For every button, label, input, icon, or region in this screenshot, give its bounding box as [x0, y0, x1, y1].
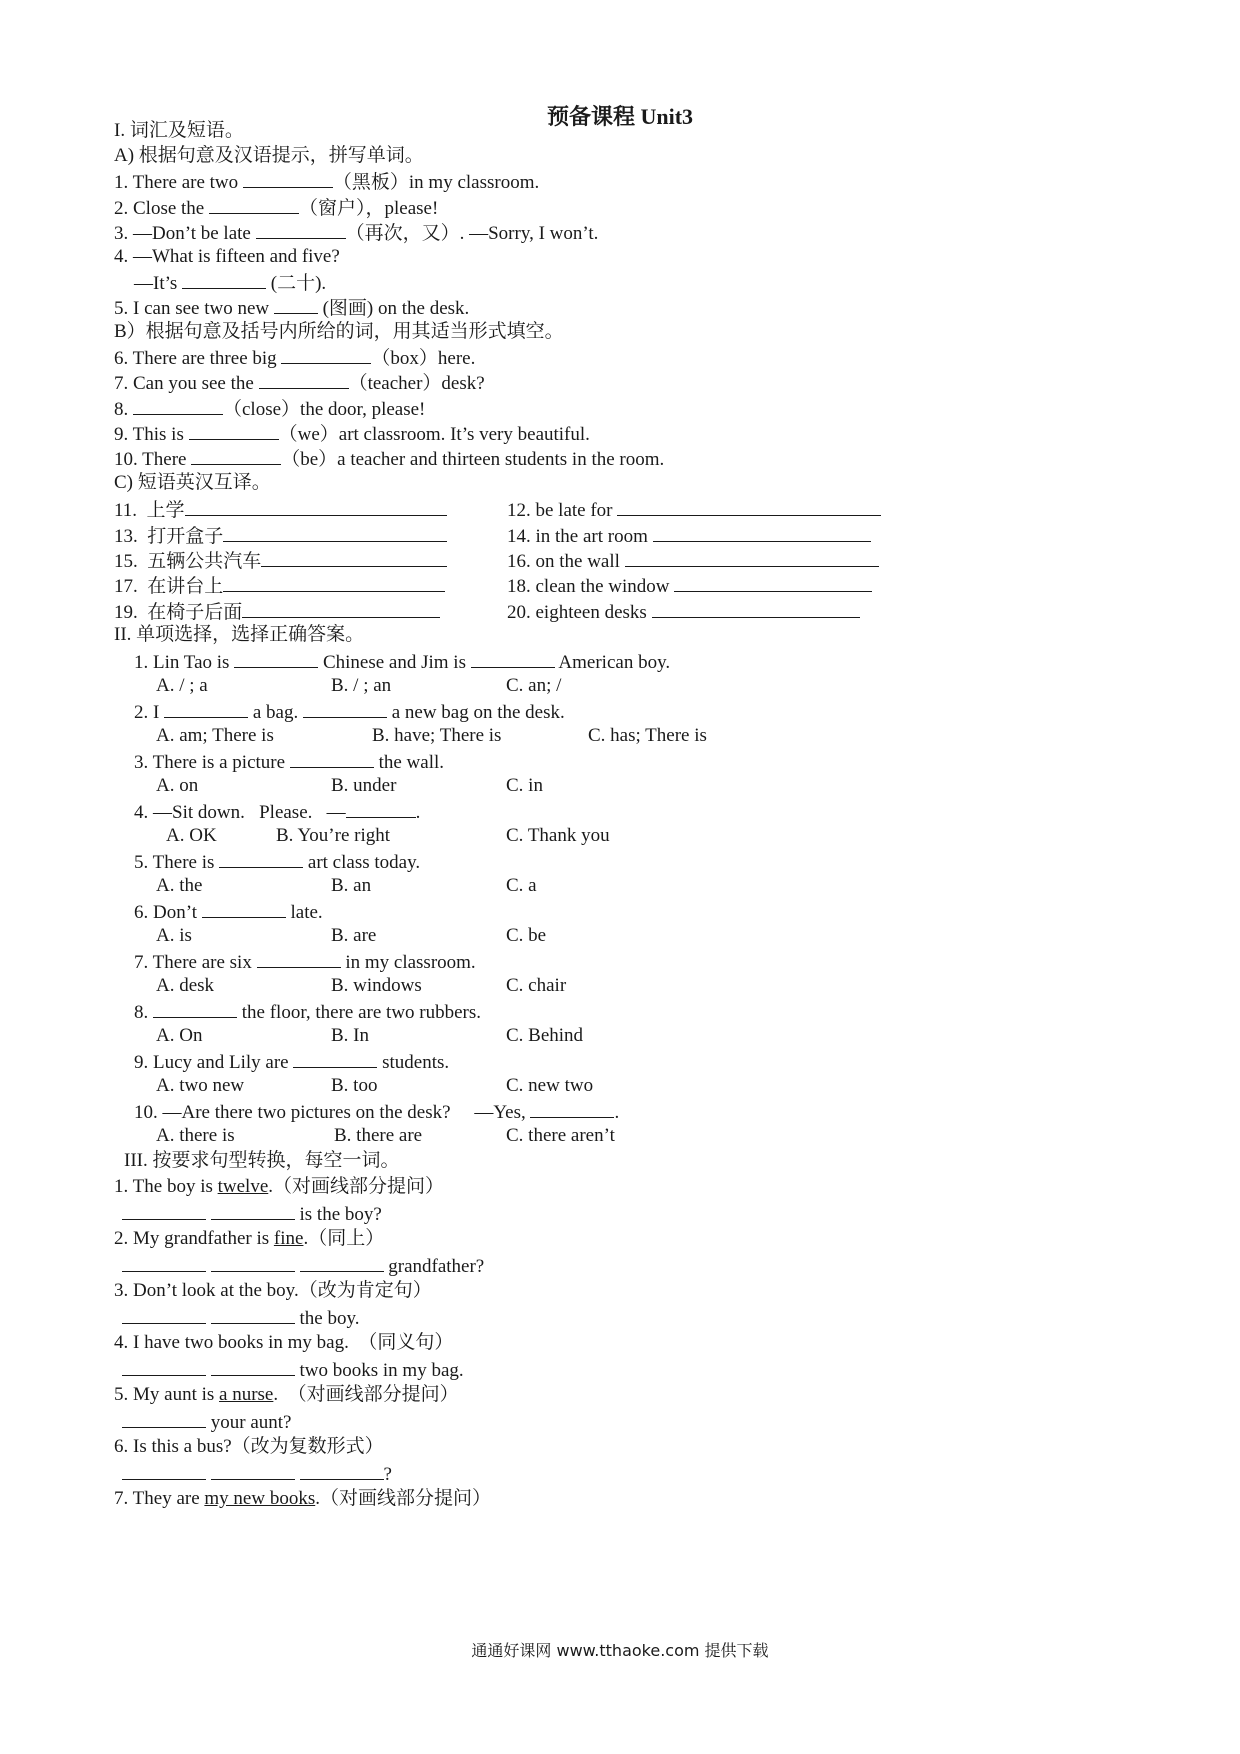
transform-answer-3: the boy.	[122, 1306, 359, 1330]
mc-question-6: 6. Don’t late.	[134, 902, 323, 923]
question-1-5: 5. I can see two new (图画) on the desk.	[114, 298, 470, 319]
page-footer: 通通好课网 www.tthaoke.com 提供下载	[471, 1641, 769, 1660]
mc-option-2a: A. am; There is	[156, 725, 274, 746]
answer-blank	[202, 900, 286, 918]
mc-option-6a: A. is	[156, 925, 192, 946]
mc-option-3c: C. in	[506, 775, 543, 796]
answer-blank	[653, 524, 871, 542]
phrase-17: 17. 在讲台上	[114, 574, 445, 598]
mc-question-1: 1. Lin Tao is Chinese and Jim is American boy.	[134, 652, 671, 673]
transform-answer-2: grandfather?	[122, 1254, 484, 1278]
mc-option-4b: B. You’re right	[276, 825, 391, 846]
page-title: 预备课程 Unit3	[546, 104, 694, 129]
mc-question-9: 9. Lucy and Lily are students.	[134, 1052, 450, 1073]
question-1-8: 8. （close）the door, please!	[114, 399, 426, 420]
mc-question-7: 7. There are six in my classroom.	[134, 952, 476, 973]
answer-blank	[300, 1462, 384, 1480]
mc-option-9b: B. too	[331, 1075, 378, 1096]
mc-option-10a: A. there is	[156, 1125, 235, 1146]
answer-blank	[256, 221, 346, 239]
section-1b-heading: B）根据句意及括号内所给的词，用其适当形式填空。	[114, 321, 564, 342]
mc-option-2c: C. has; There is	[588, 725, 707, 746]
answer-blank	[293, 1050, 377, 1068]
mc-question-5: 5. There is art class today.	[134, 852, 421, 873]
mc-option-6b: B. are	[331, 925, 377, 946]
phrase-18: 18. clean the window	[507, 574, 872, 598]
answer-blank	[122, 1306, 206, 1324]
mc-option-4c: C. Thank you	[506, 825, 610, 846]
phrase-13: 13. 打开盒子	[114, 524, 447, 548]
mc-option-9c: C. new two	[506, 1075, 594, 1096]
mc-option-1b: B. / ; an	[331, 675, 392, 696]
answer-blank	[182, 271, 266, 289]
section-1-heading: I. 词汇及短语。	[114, 120, 244, 141]
mc-option-3b: B. under	[331, 775, 397, 796]
answer-blank	[242, 600, 440, 618]
answer-blank	[243, 170, 333, 188]
answer-blank	[471, 650, 555, 668]
mc-option-8c: C. Behind	[506, 1025, 584, 1046]
transform-answer-5: your aunt?	[122, 1410, 291, 1434]
answer-blank	[223, 574, 445, 592]
question-1-4b: —It’s (二十).	[134, 273, 327, 294]
mc-question-8: 8. the floor, there are two rubbers.	[134, 1002, 482, 1023]
phrase-15: 15. 五辆公共汽车	[114, 549, 447, 573]
answer-blank	[122, 1358, 206, 1376]
answer-blank	[211, 1462, 295, 1480]
question-1-9: 9. This is （we）art classroom. It’s very beautiful.	[114, 424, 590, 445]
mc-option-3a: A. on	[156, 775, 199, 796]
phrase-12: 12. be late for	[507, 498, 881, 522]
transform-question-1: 1. The boy is twelve.（对画线部分提问）	[114, 1176, 445, 1197]
mc-option-7c: C. chair	[506, 975, 567, 996]
answer-blank	[530, 1100, 614, 1118]
transform-question-6: 6. Is this a bus?（改为复数形式）	[114, 1436, 384, 1457]
answer-blank	[257, 950, 341, 968]
question-1-4a: 4. —What is fifteen and five?	[114, 246, 340, 267]
answer-blank	[234, 650, 318, 668]
question-1-10: 10. There （be）a teacher and thirteen students in the room.	[114, 449, 665, 470]
phrase-20: 20. eighteen desks	[507, 600, 860, 624]
mc-option-1c: C. an; /	[506, 675, 562, 696]
section-1a-heading: A) 根据句意及汉语提示，拼写单词。	[114, 145, 424, 166]
answer-blank	[300, 1254, 384, 1272]
section-2-heading: II. 单项选择，选择正确答案。	[114, 624, 365, 645]
question-1-6: 6. There are three big （box）here.	[114, 348, 476, 369]
mc-question-4: 4. —Sit down. Please. — .	[134, 802, 421, 823]
transform-answer-6: ?	[122, 1462, 392, 1486]
answer-blank	[211, 1202, 295, 1220]
question-1-2: 2. Close the （窗户），please!	[114, 198, 439, 219]
phrase-16: 16. on the wall	[507, 549, 879, 573]
mc-option-7a: A. desk	[156, 975, 215, 996]
mc-option-1a: A. / ; a	[156, 675, 208, 696]
answer-blank	[652, 600, 860, 618]
question-1-3: 3. —Don’t be late （再次，又）. —Sorry, I won’t.	[114, 223, 599, 244]
mc-option-8b: B. In	[331, 1025, 369, 1046]
mc-option-5b: B. an	[331, 875, 372, 896]
answer-blank	[617, 498, 881, 516]
answer-blank	[211, 1358, 295, 1376]
answer-blank	[191, 447, 281, 465]
phrase-19: 19. 在椅子后面	[114, 600, 440, 624]
transform-question-3: 3. Don’t look at the boy.（改为肯定句）	[114, 1280, 432, 1301]
answer-blank	[281, 346, 371, 364]
question-1-1: 1. There are two （黑板）in my classroom.	[114, 172, 540, 193]
section-1c-heading: C) 短语英汉互译。	[114, 472, 271, 493]
mc-option-2b: B. have; There is	[372, 725, 502, 746]
mc-question-2: 2. I a bag. a new bag on the desk.	[134, 702, 565, 723]
mc-question-3: 3. There is a picture the wall.	[134, 752, 445, 773]
answer-blank	[122, 1410, 206, 1428]
answer-blank	[133, 397, 223, 415]
answer-blank	[122, 1254, 206, 1272]
section-3-heading: III. 按要求句型转换，每空一词。	[124, 1150, 400, 1171]
answer-blank	[674, 574, 872, 592]
answer-blank	[209, 196, 299, 214]
answer-blank	[625, 549, 879, 567]
answer-blank	[164, 700, 248, 718]
answer-blank	[211, 1254, 295, 1272]
answer-blank	[185, 498, 447, 516]
transform-question-7: 7. They are my new books.（对画线部分提问）	[114, 1488, 491, 1509]
answer-blank	[219, 850, 303, 868]
mc-option-5a: A. the	[156, 875, 203, 896]
mc-option-6c: C. be	[506, 925, 547, 946]
answer-blank	[261, 549, 447, 567]
answer-blank	[122, 1462, 206, 1480]
question-1-7: 7. Can you see the （teacher）desk?	[114, 373, 485, 394]
mc-question-10: 10. —Are there two pictures on the desk? —Yes, .	[134, 1102, 620, 1123]
answer-blank	[274, 296, 318, 314]
mc-option-7b: B. windows	[331, 975, 422, 996]
transform-answer-4: two books in my bag.	[122, 1358, 464, 1382]
mc-option-10b: B. there are	[334, 1125, 423, 1146]
phrase-11: 11. 上学	[114, 498, 447, 522]
answer-blank	[122, 1202, 206, 1220]
answer-blank	[223, 524, 447, 542]
mc-option-10c: C. there aren’t	[506, 1125, 615, 1146]
answer-blank	[259, 371, 349, 389]
transform-question-4: 4. I have two books in my bag. （同义句）	[114, 1332, 454, 1353]
answer-blank	[346, 800, 416, 818]
mc-option-5c: C. a	[506, 875, 537, 896]
mc-option-9a: A. two new	[156, 1075, 245, 1096]
phrase-14: 14. in the art room	[507, 524, 871, 548]
answer-blank	[290, 750, 374, 768]
transform-answer-1: is the boy?	[122, 1202, 382, 1226]
mc-option-8a: A. On	[156, 1025, 203, 1046]
answer-blank	[211, 1306, 295, 1324]
answer-blank	[189, 422, 279, 440]
transform-question-5: 5. My aunt is a nurse. （对画线部分提问）	[114, 1384, 459, 1405]
answer-blank	[153, 1000, 237, 1018]
answer-blank	[303, 700, 387, 718]
mc-option-4a: A. OK	[166, 825, 217, 846]
transform-question-2: 2. My grandfather is fine.（同上）	[114, 1228, 385, 1249]
